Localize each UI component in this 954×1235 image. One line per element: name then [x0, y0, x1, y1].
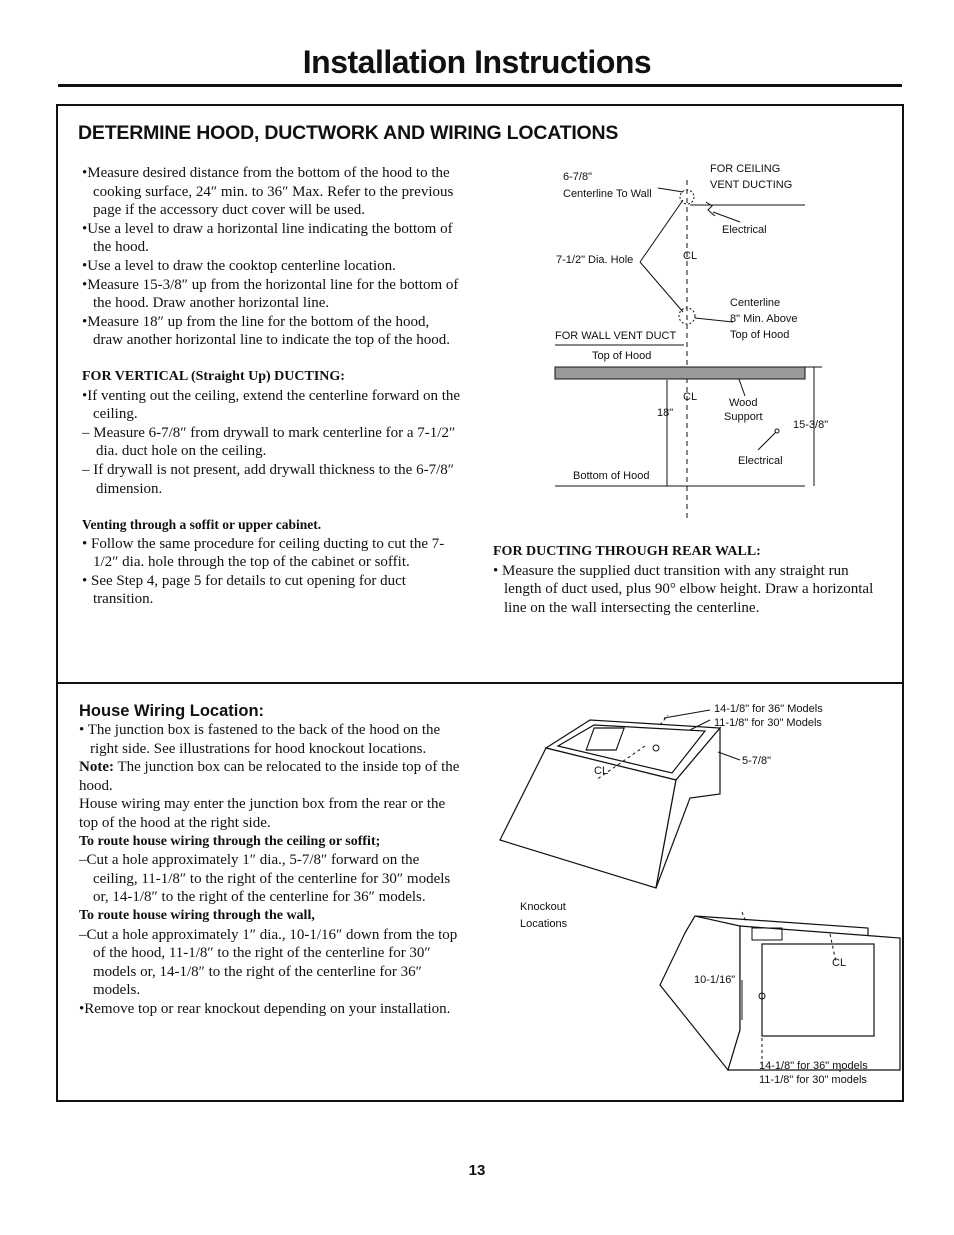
label-top-of-hood-right: Top of Hood [730, 329, 790, 341]
note-text: The junction box can be relocated to the inside top of the hood. [79, 759, 460, 794]
hood-knockout-diagram [0, 690, 954, 1100]
rear-wall-bullet: • Measure the supplied duct transition with any straight run length of duct used, plus 90° elbow height. Draw a horizontal line on the wall intersecting the centerline. [493, 562, 874, 616]
label-min-above: 8" Min. Above [730, 313, 798, 325]
vertical-dash-1: – Measure 6-7/8″ from drywall to mark centerline for a 7-1/2″ dia. duct hole on the ceiling. [82, 424, 456, 460]
vertical-dash-2: – If drywall is not present, add drywall thickness to the 6-7/8″ dimension. [82, 461, 455, 497]
label-cl-top: CL [594, 765, 609, 777]
label-10-1-16: 10-1/16" [694, 974, 736, 986]
ceiling-route-dash: –Cut a hole approximately 1″ dia., 5-7/8″ forward on the ceiling, 11-1/8″ to the right of the centerline for 30″ models or, 14-1/8″ to the right of the centerline for 36″ models. [79, 852, 451, 906]
label-electrical-top: Electrical [722, 224, 767, 236]
wiring-bullet-1: • The junction box is fastened to the back of the hood on the right side. See illustrations for hood knockout locations. [79, 722, 441, 757]
label-centerline-to-wall: Centerline To Wall [563, 188, 652, 200]
page-title: Installation Instructions [302, 44, 652, 80]
label-for-ceiling: FOR CEILING [710, 163, 781, 175]
soffit-heading: Venting through a soffit or upper cabinet. [82, 517, 322, 533]
label-15-3-8: 15-3/8" [793, 419, 829, 431]
label-bottom-30: 11-1/8" for 30" models [759, 1074, 867, 1086]
label-18: 18" [657, 407, 674, 419]
soffit-bullet-2: • See Step 4, page 5 for details to cut opening for duct transition. [82, 572, 406, 608]
bullet-centerline: •Use a level to draw the cooktop centerline location. [82, 257, 396, 274]
ceiling-route-heading: To route house wiring through the ceiling or soffit; [79, 833, 381, 849]
wiring-para: House wiring may enter the junction box from the rear or the top of the hood at the right side. [79, 796, 446, 831]
label-bottom-of-hood: Bottom of Hood [573, 470, 650, 482]
label-dia-hole: 7-1/2" Dia. Hole [556, 254, 634, 266]
wall-route-dash: –Cut a hole approximately 1″ dia., 10-1/16″ down from the top of the hood, 11-1/8″ to the right of the centerline for 30″ models or, 14-1/8″ to the right of the centerline for 36″ models. [79, 926, 458, 999]
label-5-7-8: 5-7/8" [742, 755, 771, 767]
label-centerline: Centerline [730, 297, 781, 309]
label-vent-ducting: VENT DUCTING [710, 179, 793, 191]
bullet-measure-18: •Measure 18″ up from the line for the bottom of the hood, draw another horizontal line to indicate the top of the hood. [82, 313, 450, 349]
label-top-30: 11-1/8" for 30" Models [714, 717, 822, 729]
note-label: Note: [79, 759, 114, 776]
bullet-level-bottom: •Use a level to draw a horizontal line indicating the bottom of the hood. [82, 220, 453, 256]
wiring-bullet-last: •Remove top or rear knockout depending on your installation. [79, 1000, 451, 1017]
wall-route-heading: To route house wiring through the wall, [79, 907, 315, 923]
label-electrical-bottom: Electrical [738, 455, 783, 467]
wood-support-bar [555, 367, 805, 379]
wiring-title: House Wiring Location: [79, 702, 265, 720]
label-bottom-36: 14-1/8" for 36" models [759, 1060, 868, 1072]
label-locations: Locations [520, 918, 568, 930]
soffit-bullet-1: • Follow the same procedure for ceiling ducting to cut the 7-1/2″ dia. hole through the top of the cabinet or soffit. [82, 535, 445, 571]
label-6-7-8: 6-7/8" [563, 171, 592, 183]
label-cl-bottom: CL [832, 957, 847, 969]
label-centerline-mark-2: CL [683, 391, 698, 403]
label-for-wall-vent: FOR WALL VENT DUCT [555, 330, 677, 342]
page-number: 13 [468, 1162, 486, 1179]
label-wood: Wood [729, 397, 758, 409]
section-title: DETERMINE HOOD, DUCTWORK AND WIRING LOCATIONS [78, 122, 619, 144]
label-knockout: Knockout [520, 901, 566, 913]
label-top-of-hood: Top of Hood [592, 350, 652, 362]
rear-wall-heading: FOR DUCTING THROUGH REAR WALL: [493, 544, 761, 559]
bullet-measure-15: •Measure 15-3/8″ up from the horizontal line for the bottom of the hood. Draw another horizontal line. [82, 276, 459, 312]
label-centerline-mark: CL [683, 250, 698, 262]
bullet-measure-distance: •Measure desired distance from the bottom of the hood to the cooking surface, 24″ min. to 36″ Max. Refer to the previous page if the accessory duct cover will be used. [82, 165, 454, 219]
vertical-bullet: •If venting out the ceiling, extend the centerline forward on the ceiling. [82, 387, 461, 423]
vertical-ducting-heading: FOR VERTICAL (Straight Up) DUCTING: [82, 368, 345, 384]
label-support: Support [724, 411, 763, 423]
hood2-side-face [660, 916, 740, 1070]
label-top-36: 14-1/8" for 36" Models [714, 703, 823, 715]
